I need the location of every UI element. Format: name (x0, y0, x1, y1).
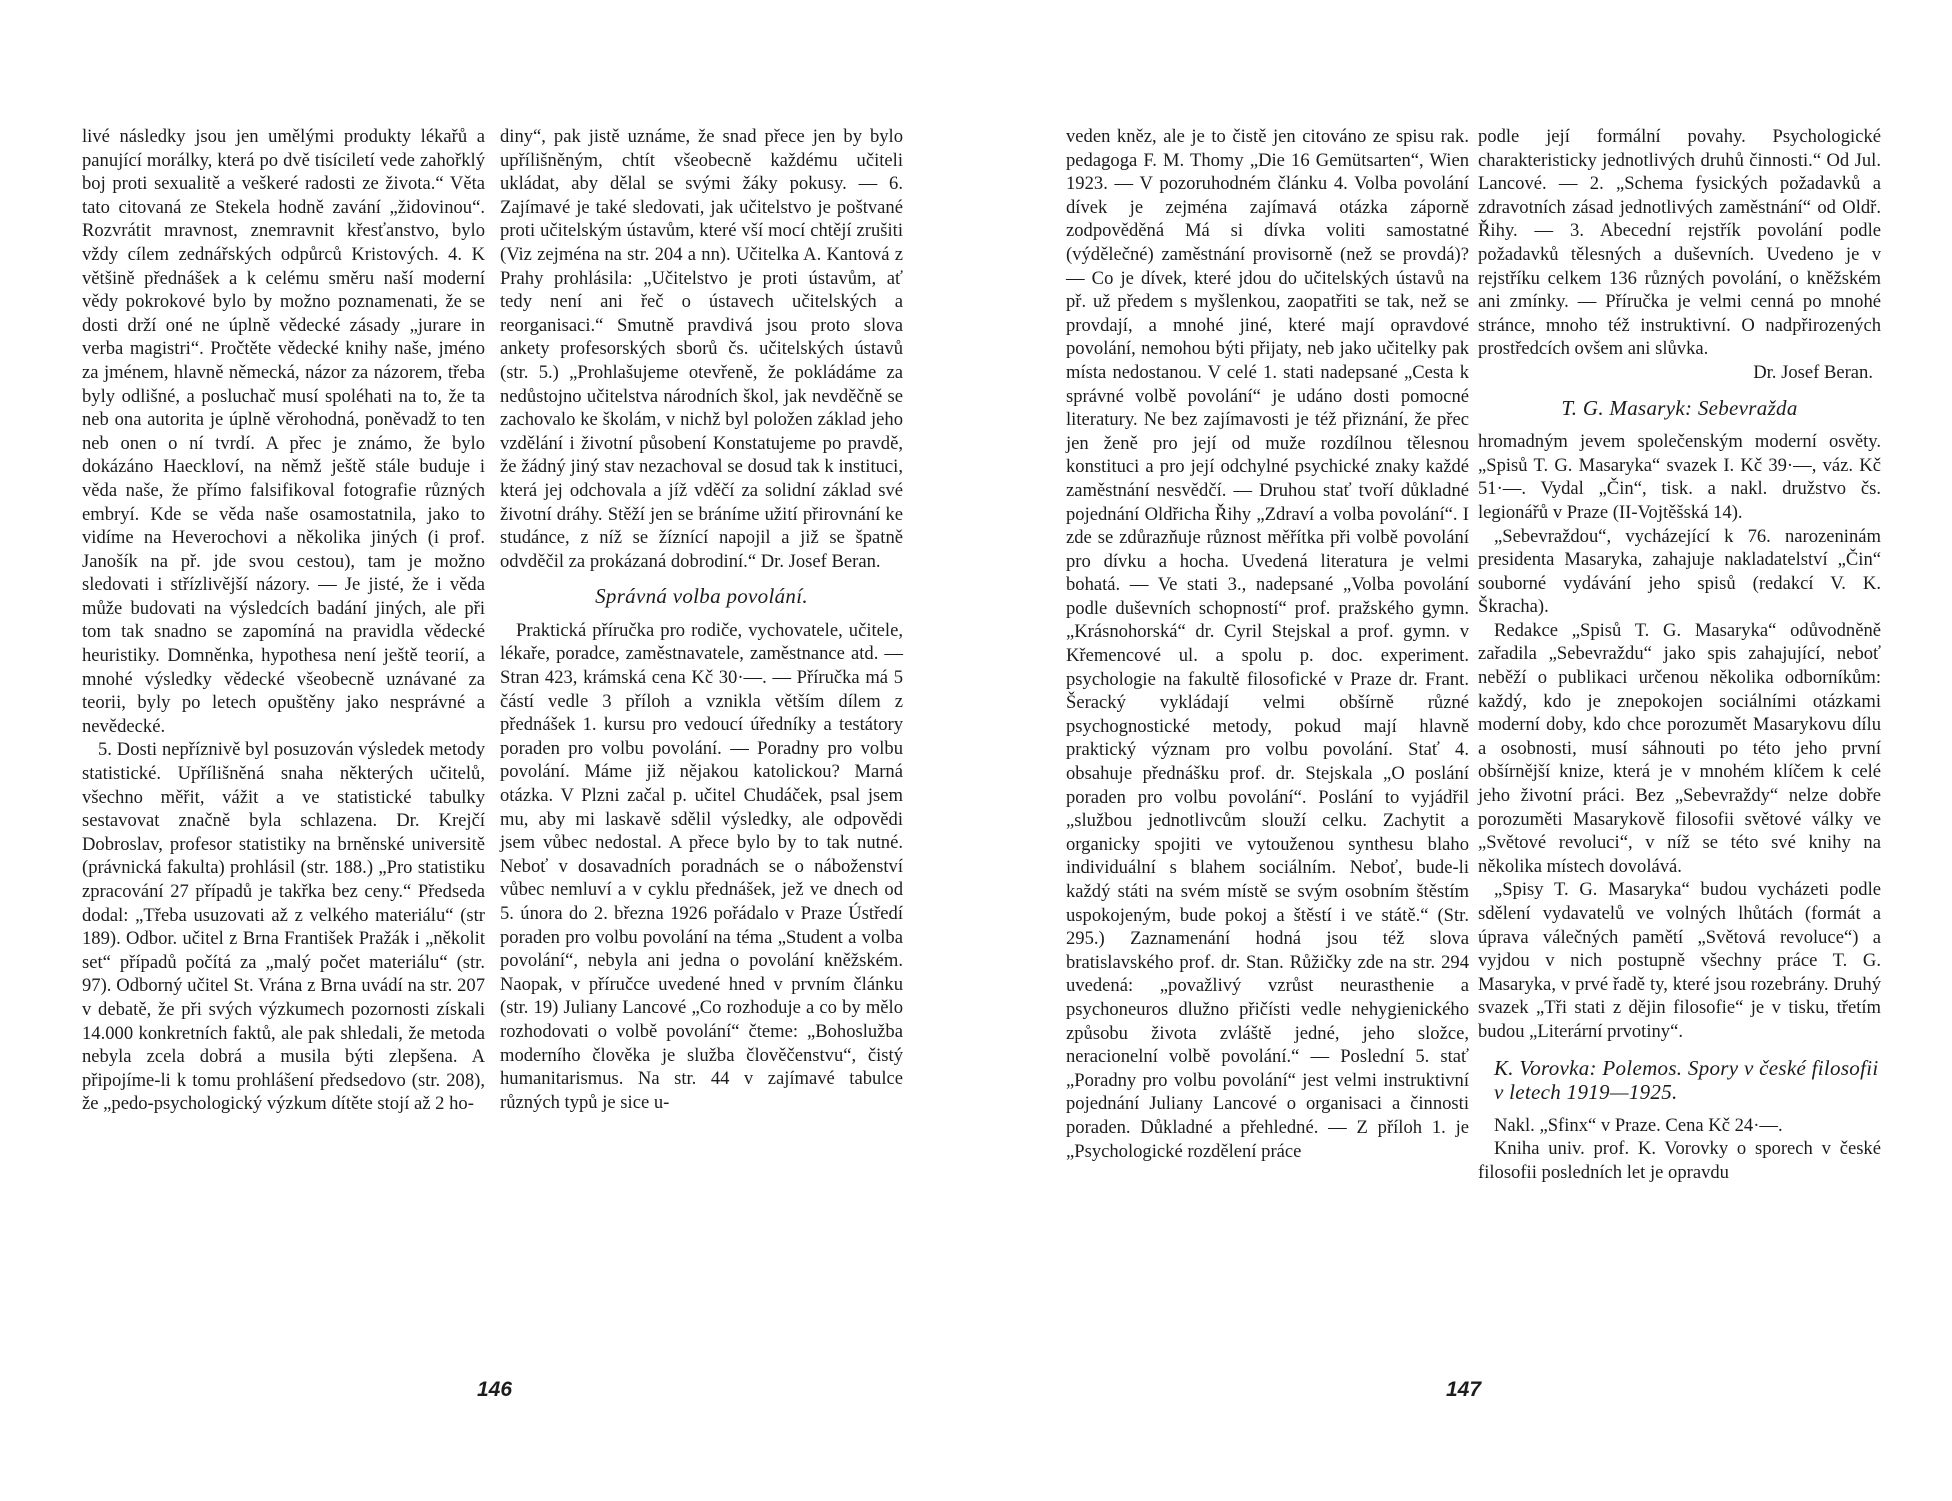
paragraph: diny“, pak jistě uznáme, že snad přece jen by bylo upřílišněným, chtít všeobecně každému učiteli ukládat, aby dělal se svými žáky pokusy. — 6. Zajímavé je také sledovati, jak učitelstvo je poštvané proti učitelským ústavům, které vší mocí chtějí zrušiti (Viz zejména na str. 204 a nn). Učitelka A. Kantová z Prahy prohlásila: „Učitelstvo je proti ústavům, ať tedy není ani řeč o ústavech učitelských a reorganisaci.“ Smutně pravdivá jsou proto slova ankety profesorských sborů čs. učitelských ústavů (str. 5.) „Prohlašujeme otevřeně, že pokládáme za nedůstojno učitelstva národních škol, jak nevděčně se zachovalo ke školám, v nichž byl položen základ jeho vzdělání i životní působení Konstatujeme po pravdě, že žádný jiný stav nezachoval se dosud tak k instituci, která jej odchovala a jíž vděčí za solidní základ své životní dráhy. Stěží jen se bráníme užití přirovnání ke studánce, z níž se žíznící napojil a již se špatně odvděčil za prokázaná dobrodiní.“ Dr. Josef Beran. (500, 126, 903, 572)
right-page-column-1 (1066, 125, 1469, 1163)
review-heading: Správná volba povolání. (595, 584, 808, 609)
paragraph: „Sebevraždou“, vycházející k 76. narozeninám presidenta Masaryka, zahajuje nakladatelství „Čin“ souborné vydávání jeho spisů (redakcí V. K. Škracha). (1478, 525, 1881, 618)
left-page-column-1 (82, 125, 485, 1116)
paragraph: hromadným jevem společenským moderní osvěty. „Spisů T. G. Masaryka“ svazek I. Kč 39·—, váz. Kč 51·—. Vydal „Čin“, tisk. a nakl. družstvo čs. legionářů v Praze (II-Vojtěšská 14). (1478, 431, 1881, 523)
right-page-column-2 (1478, 125, 1881, 1184)
page-number-left: 146 (477, 1378, 513, 1401)
left-page-column-2 (500, 125, 903, 1114)
paragraph: livé následky jsou jen umělými produkty lékařů a panující morálky, která po dvě tisíciletí vede zahořklý boj proti sexualitě a veškeré radosti ze života.“ Věta tato citovaná ze Stekela hodně zavání „židovinou“. Rozvrátit mravnost, znemravnit křesťanstvo, bylo vždy cílem zednářských odpůrců Kristových. 4. K většině přednášek a k celému směru naší moderní vědy pokrokové bylo by možno poznamenati, že se dosti drží oné ne úplně vědecké zásady „jurare in verba magistri“. Pročtěte vědecké knihy naše, jméno za jménem, hlavně německá, názor za názorem, třeba byly odlišné, a posluchač musí spoléhati na to, že ta neb ona autorita je úplně věrohodná, poněvadž to ten neb onen o ní tvrdí. A přec je známo, že bylo dokázáno Haeckloví, na němž ještě stále buduje i věda naše, že přímo falsifikoval fotografie různých embryí. Kde se věda naše osamostatnila, jako to vidíme na Heverochovi a několika jiných (i prof. Janošík na př. jde svou cestou), tam je možno sledovati i střízlivější názory. — Je jisté, že i věda může budovati na výsledcích badání jiných, ale při tom tak snadno se zapomíná na pravidla vědecké heuristiky. Domněnka, hypothesa není ještě teorií, a mnohé výsledky vědecké všeobecně uznávané za teorii, byly po letech opuštěny jako nesprávné a nevědecké. (82, 126, 485, 737)
paragraph: 5. Dosti nepříznivě byl posuzován výsledek metody statistické. Upřílišněná snaha některých učitelů, všechno měřit, vážit a ve statistické tabulky sestavovat značně byla schlazena. Dr. Krejčí Dobroslav, profesor statistiky na brněnské universitě (právnická fakulta) prohlásil (str. 188.) „Pro statistiku zpracování 27 případů je takřka bez ceny.“ Předseda dodal: „Třeba usuzovati až z velkého materiálu“ (str 189). Odbor. učitel z Brna František Pražák i „několit set“ případů počítá za „malý počet materiálu“ (str. 97). Odborný učitel St. Vrána z Brna uvádí na str. 207 v debatě, že při svých výzkumech pozornosti získali 14.000 konkretních faktů, ale pak shledali, že metoda nebyla zcela dobrá a musila býti zlepšena. A připojíme-li k tomu prohlášení předsedovo (str. 208), že „pedo-psychologický výzkum dítěte stojí až 2 ho- (82, 739, 485, 1115)
review-heading: K. Vorovka: Polemos. Spory v české filosofii v letech 1919—1925. (1494, 1055, 1879, 1104)
review-heading: T. G. Masaryk: Sebevražda (1561, 395, 1798, 420)
paragraph: „Spisy T. G. Masaryka“ budou vycházeti podle sdělení vydavatelů ve volných lhůtách (formát a úprava válečných pamětí „Světová revoluce“) a vyjdou v nich postupně všechny práce T. G. Masaryka, v prvé řadě ty, které jsou rozebrány. Druhý svazek „Tři stati z dějin filosofie“ je v tisku, třetím budou „Literární prvotiny“. (1478, 879, 1881, 1042)
page-number-right: 147 (1446, 1378, 1482, 1401)
signature: Dr. Josef Beran. (1753, 361, 1873, 383)
paragraph: Praktická příručka pro rodiče, vychovatele, učitele, lékaře, poradce, zaměstnavatele, zaměstnance atd. — Stran 423, krámská cena Kč 30·—. — Příručka má 5 částí vedle 3 příloh a vznikla větším dílem z přednášek 1. kursu pro vedoucí úředníky a testátory poraden pro volbu povolání. — Poradny pro volbu povolání. Máme již nějakou katolickou? Marná otázka. V Plzni začal p. učitel Chudáček, psal jsem mu, aby mi laskavě sdělil výsledky, ale odpovědi jsem vůbec nedostal. A přece bylo by to tak nutné. Neboť v dosavadních poradnách se o náboženství vůbec nemluví a v cyklu přednášek, jež ve dnech od 5. února do 2. března 1926 pořádalo v Praze Ústředí poraden pro volbu povolání na téma „Student a volba povolání“, nebyla ani jedna o povolání kněžském. Naopak, v příručce uvedené hned v prvním článku (str. 19) Juliany Lancové „Co rozhoduje a co by mělo rozhodovati o volbě povolání“ čteme: „Bohoslužba moderního člověka je služba člověčenstvu“, čistý humanitarismus. Na str. 44 v zajímavé tabulce různých typů je sice u- (500, 619, 903, 1113)
paragraph: Kniha univ. prof. K. Vorovky o sporech v české filosofii posledních let je opravdu (1478, 1138, 1881, 1183)
paragraph: Redakce „Spisů T. G. Masaryka“ odůvodněně zařadila „Sebevraždu“ jako spis zahajující, neboť neběží o publikaci určenou několika odborníkům: každý, kdo je znepokojen sociálními otázkami moderní doby, kdo chce porozumět Masarykovu dílu a osobnosti, musí sáhnouti po této jeho první obšírnější knize, která je v mnohém klíčem k celé jeho životní práci. Bez „Sebevraždy“ nelze dobře porozuměti Masarykově filosofii světové války ve „Světové revoluci“, v níž se této své knihy na několika místech dovolává. (1478, 619, 1881, 877)
paragraph: Nakl. „Sfinx“ v Praze. Cena Kč 24·—. (1494, 1114, 1783, 1136)
paragraph: podle její formální povahy. Psychologické charakteristicky jednotlivých druhů činnosti.“ Od Jul. Lancové. — 2. „Schema fysických požadavků a zdravotních zásad jednotlivých zaměstnání“ od Oldř. Řihy. — 3. Abecední rejstřík povolání podle požadavků tělesných a duševních. Uvedeno je v rejstříku celkem 136 různých povolání, o kněžském ani zmínky. — Příručka je velmi cenná po mnohé stránce, mnoho též instruktivní. O nadpřirozených prostředcích ovšem ani slůvka. (1478, 126, 1881, 360)
paragraph: veden kněz, ale je to čistě jen citováno ze spisu rak. pedagoga F. M. Thomy „Die 16 Gemütsarten“, Wien 1923. — V pozoruhodném článku 4. Volba povolání dívek je zejména zajímavá otázka záporně zodpověděná Má si dívka voliti samostatné (výdělečné) zaměstnání provisorně (než se provdá)? — Co je dívek, které jdou do učitelských ústavů na př. už předem s myšlenkou, zaopatřiti se tak, než se provdají, a mnohé jiné, které mají opravdové povolání, nemohou býti přijaty, neb jako učitelky pak místa nedostanou. V celé 1. stati nadepsané „Cesta k správné volbě povolání“ je udáno dosti pomocné literatury. Ne bez zajímavosti je též přiznání, že přec jen ženě pro její od muže rozdílnou tělesnou konstituci a pro její odchylné psychické znaky každé zaměstnání nesvědčí. — Druhou stať tvoří důkladné pojednání Oldřicha Řihy „Zdraví a volba povolání“. I zde se zdůrazňuje různost měřítka při volbě povolání pro dívku a hocha. Uvedená literatura je velmi bohatá. — Ve stati 3., nadepsané „Volba povolání podle duševních schopností“ prof. pražského gymn. „Krásnohorská“ dr. Cyril Stejskal a prof. gymn. v Křemencové ul. a spolu p. doc. experiment. psychologie na fakultě filosofické v Praze dr. Frant. Šeracký vykládají velmi obšírně různé psychognostické metody, pokud mají hlavně praktický význam pro volbu povolání. Stať 4. obsahuje přednášku prof. dr. Stejskala „O poslání poraden pro volbu povolání“. Poslání to vyjádřil „službou jednotlivcům slouží celku. Zachytit a organicky spojiti ve vytouženou synthesu blaho individuální s blahem sociálním. Neboť, bude-li každý státi na svém místě se svým osobním štěstím uspokojeným, bude pokoj a štěstí i ve státě.“ (Str. 295.) Zaznamenání hodná jsou též slova bratislavského prof. dr. Stan. Růžičky zde na str. 294 uvedená: „považlivý vzrůst neurasthenie a psychoneuros dlužno přičísti vedle nehygienického způsobu života zvláště jedné, jeho složce, neracionelní volbě povolání.“ — Poslední 5. stať „Poradny pro volbu povolání“ jest velmi instruktivní pojednání Juliany Lancové o organisaci a činnosti poraden. Důkladné a přehledné. — Z příloh 1. je „Psychologické rozdělení práce (1066, 126, 1469, 1162)
